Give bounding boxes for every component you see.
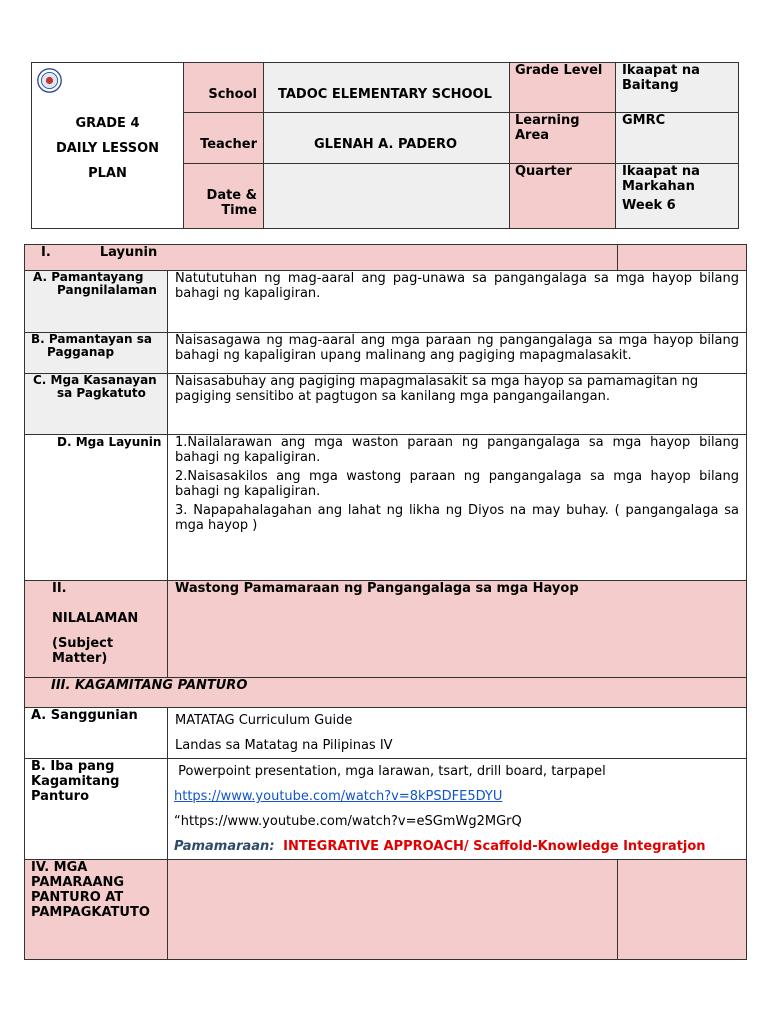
table-row [25, 581, 747, 678]
label-line: PAMARAANG [31, 875, 125, 890]
label-line: PANTURO AT [31, 890, 124, 905]
grade-title: GRADE 4 [75, 116, 140, 131]
label-line: Pangnilalaman [57, 283, 157, 297]
header-table [31, 62, 739, 229]
objective-item: 1.Nailalarawan ang mga waston paraan ng pangangalaga sa mga hayop bilang bahagi ng kapaligiran. [175, 435, 740, 465]
dlp-title-line: DAILY LESSON [55, 141, 160, 156]
video-link[interactable]: https://www.youtube.com/watch?v=8kPSDFE5DYU [174, 789, 503, 804]
iba-label [25, 759, 168, 860]
materials-text: Powerpoint presentation, mga larawan, tsart, drill board, tarpapel [174, 764, 606, 779]
datetime-value [264, 164, 510, 229]
teacher-label: Teacher [184, 113, 264, 164]
method-label: Pamamaraan: [174, 839, 275, 854]
title-cell [32, 63, 184, 229]
label-line: B. Pamantayan sa [31, 332, 152, 346]
section-row [25, 245, 747, 271]
label-line: IV. MGA [31, 860, 88, 875]
reference-item: Landas sa Matatag na Pilipinas IV [175, 738, 393, 753]
kagamitan-heading: III. KAGAMITANG PANTURO [25, 678, 747, 708]
school-label: School [184, 63, 264, 113]
objective-item: 2.Naisasakilos ang mga wastong paraan ng pangangalaga sa mga hayop bilang bahagi ng kapaligiran. [175, 469, 740, 499]
table-row [25, 333, 747, 374]
week-text: Week 6 [622, 198, 676, 213]
datetime-label-line: Date & [206, 188, 257, 203]
label-line: Panturo [31, 789, 90, 804]
row-label [25, 333, 168, 374]
c-text: Naisasabuhay ang pagiging mapagmalasakit sa mga hayop sa pamamagitan ng pagiging sensitibo at pagtugon sa kanilang mga pangangailangan. [168, 374, 747, 435]
b-text: Naisasagawa ng mag-aaral ang mga paraan ng pangangalaga sa mga hayop bilang bahagi ng kapaligiran upang malinang ang pagiging mapagmalasakit. [168, 333, 747, 374]
sanggunian-label: A. Sanggunian [25, 708, 168, 759]
quarter-value [616, 164, 739, 229]
school-value: TADOC ELEMENTARY SCHOOL [264, 63, 510, 113]
empty-cell [618, 860, 747, 960]
lesson-table [24, 244, 747, 960]
section-row [25, 678, 747, 708]
iv-label [25, 860, 168, 960]
label-line: Kagamitang [31, 774, 120, 789]
iba-materials [168, 759, 747, 860]
video-link-2: “https://www.youtube.com/watch?v=eSGmWg2MGrQ [174, 814, 522, 829]
objective-item: 3. Napapahalagahan ang lahat ng likha ng Diyos na may buhay. ( pangangalaga sa mga hayop ) [175, 503, 740, 533]
a-text: Natututuhan ng mag-aaral ang pag-unawa sa pangangalaga sa mga hayop bilang bahagi ng kapaligiran. [168, 271, 747, 333]
datetime-label-line: Time [221, 203, 257, 218]
section-title: NILALAMAN [52, 611, 139, 626]
table-row [25, 759, 747, 860]
label-line: (Subject [52, 636, 114, 651]
label-line: sa Pagkatuto [57, 386, 146, 400]
nilalaman-label [25, 581, 168, 678]
method-line [174, 834, 740, 859]
table-row [25, 374, 747, 435]
layunin-heading [25, 245, 618, 271]
section-number: I. [41, 245, 51, 260]
row-label [25, 271, 168, 333]
label-line: B. Iba pang [31, 759, 115, 774]
nilalaman-text: Wastong Pamamaraan ng Pangangalaga sa mga Hayop [168, 581, 747, 678]
deped-seal-icon [36, 67, 63, 94]
row-label [25, 374, 168, 435]
learning-area-value: GMRC [616, 113, 739, 164]
row-label: D. Mga Layunin [25, 435, 168, 581]
datetime-label [184, 164, 264, 229]
grade-level-value: Ikaapat na Baitang [616, 63, 739, 113]
sanggunian-list [168, 708, 747, 759]
learning-area-label: Learning Area [510, 113, 616, 164]
section-number: II. [52, 581, 67, 596]
label-line: Matter) [52, 651, 108, 666]
table-row [25, 435, 747, 581]
grade-level-label: Grade Level [510, 63, 616, 113]
table-row [25, 271, 747, 333]
label-line: PAMPAGKATUTO [31, 905, 150, 920]
empty-cell [168, 860, 618, 960]
quarter-label: Quarter [510, 164, 616, 229]
reference-item: MATATAG Curriculum Guide [175, 713, 353, 728]
label-line: A. Pamantayang [33, 270, 144, 284]
empty-cell [618, 245, 747, 271]
section-title: Layunin [99, 245, 158, 260]
d-objectives [168, 435, 747, 581]
label-line: C. Mga Kasanayan [33, 373, 157, 387]
quarter-text: Ikaapat na Markahan [622, 164, 700, 194]
table-row [25, 708, 747, 759]
dlp-title-line: PLAN [88, 166, 127, 181]
teacher-value: GLENAH A. PADERO [264, 113, 510, 164]
label-line: Pagganap [47, 345, 115, 359]
table-row [25, 860, 747, 960]
method-value: INTEGRATIVE APPROACH/ Scaffold-Knowledge Integratjon [278, 839, 706, 854]
